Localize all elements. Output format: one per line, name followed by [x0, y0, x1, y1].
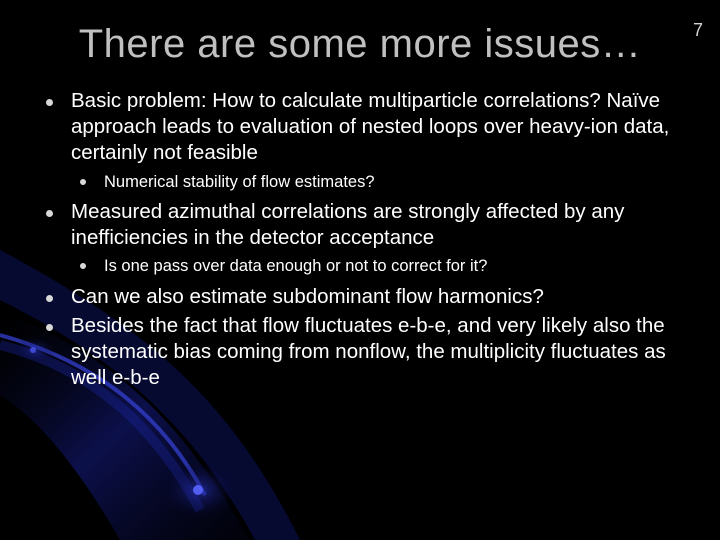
bullet-dot — [46, 295, 53, 302]
slide-number: 7 — [693, 20, 704, 40]
bullet-dot — [46, 324, 53, 331]
bullet-text-multiplicity-fluctuates: Besides the fact that flow fluctuates e-b-e, and very likely also the systematic bias coming from nonflow, the multiplicity fluctuates as well e-b-e — [71, 314, 666, 389]
bullet-text-azimuthal-correlations: Measured azimuthal correlations are strongly affected by any inefficiencies in the detector acceptance — [71, 200, 625, 249]
sub-bullet-text-numerical-stability: Numerical stability of flow estimates? — [104, 173, 375, 191]
sub-bullet-text-one-pass: Is one pass over data enough or not to correct for it? — [104, 257, 488, 275]
slide-title: There are some more issues… — [78, 22, 642, 66]
bullet-dot — [46, 99, 53, 106]
bullet-dot — [46, 210, 53, 217]
sub-bullet-dot — [80, 179, 86, 185]
bullet-text-basic-problem: Basic problem: How to calculate multiparticle correlations? Naïve approach leads to evaluation of nested loops over heavy-ion data, certainly not feasible — [71, 89, 670, 164]
sub-bullet-dot — [80, 263, 86, 269]
bullet-text-subdominant-harmonics: Can we also estimate subdominant flow harmonics? — [71, 285, 544, 308]
